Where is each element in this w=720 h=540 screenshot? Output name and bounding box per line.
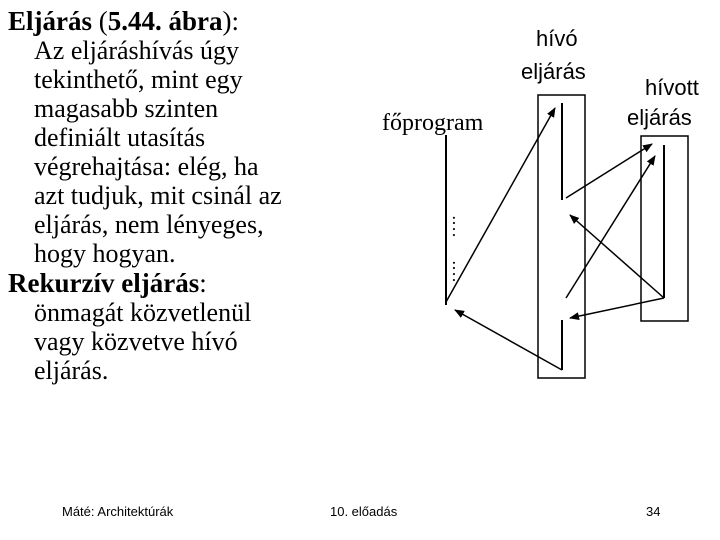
footer-lecture: 10. előadás — [330, 504, 398, 519]
procedure-line-6: azt tudjuk, mit csinál az — [34, 181, 282, 210]
procedure-line-1: Az eljáráshívás úgy — [34, 36, 240, 65]
arrow-callee-return-2 — [570, 298, 664, 318]
recursive-term: Rekurzív eljárás — [8, 268, 200, 298]
caller-label-line2: eljárás — [521, 59, 586, 84]
arrow-caller-return-main — [455, 310, 562, 370]
arrow-callee-return-1 — [570, 215, 664, 298]
footer-page-number: 34 — [646, 504, 661, 519]
arrow-caller-to-callee-1 — [566, 144, 652, 198]
procedure-line-2: tekinthető, mint egy — [34, 65, 243, 94]
callee-label-line2: eljárás — [627, 105, 692, 130]
ref-open: ( — [92, 6, 108, 36]
procedure-line-3: magasabb szinten — [34, 94, 219, 123]
recursive-colon: : — [199, 268, 207, 298]
recursive-line-2: vagy közvetve hívó — [34, 327, 238, 356]
procedure-term: Eljárás — [8, 6, 92, 36]
recursive-line-3: eljárás. — [34, 356, 109, 385]
recursive-line-1: önmagát közvetlenül — [34, 298, 252, 327]
procedure-line-7: eljárás, nem lényeges, — [34, 210, 264, 239]
dots-upper: …. — [439, 215, 459, 238]
callee-label-line1: hívott — [645, 75, 699, 100]
dots-lower: …. — [439, 260, 459, 283]
caller-label-line1: hívó — [536, 26, 578, 51]
procedure-line-8: hogy hogyan. — [34, 239, 176, 268]
main-program-label: főprogram — [382, 110, 484, 136]
footer-author: Máté: Architektúrák — [62, 504, 174, 519]
procedure-line-4: definiált utasítás — [34, 123, 206, 152]
procedure-line-5: végrehajtása: elég, ha — [34, 152, 259, 181]
ref-close: ): — [222, 6, 239, 36]
figure-ref: 5.44. ábra — [107, 6, 223, 36]
